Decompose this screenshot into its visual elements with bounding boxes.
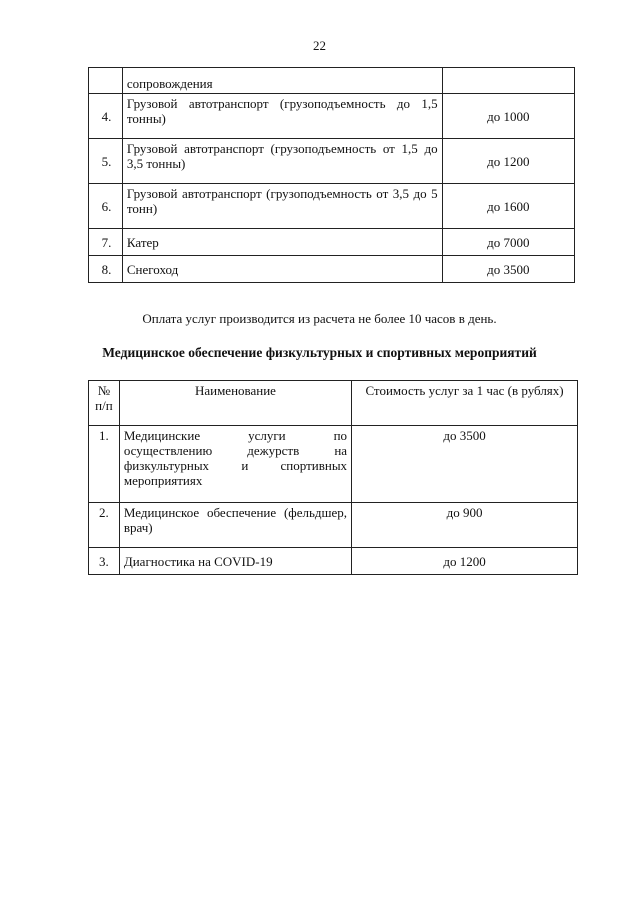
row-number: 7. (89, 229, 123, 256)
row-number: 1. (89, 426, 120, 503)
row-number (89, 68, 123, 94)
row-number: 2. (89, 503, 120, 548)
service-price: до 1000 (442, 94, 574, 139)
section-title: Медицинское обеспечение физкультурных и спортивных мероприятий (102, 345, 537, 360)
service-name: Грузовой автотранспорт (грузоподъемность от 1,5 до 3,5 тонны) (122, 139, 442, 184)
header-price: Стоимость услуг за 1 час (в рублях) (352, 381, 578, 426)
service-price: до 3500 (442, 256, 574, 283)
service-name: Катер (122, 229, 442, 256)
service-price (442, 68, 574, 94)
service-price: до 1600 (442, 184, 574, 229)
medical-price-table (88, 380, 578, 575)
table-row (89, 139, 575, 184)
header-name: Наименование (119, 381, 351, 426)
service-price: до 3500 (352, 426, 578, 503)
service-name: Медицинское обеспечение (фельдшер, врач) (119, 503, 351, 548)
service-name: Медицинские услуги по осуществлению дежурств на физкультурных и спортивных мероприятиях (119, 426, 351, 503)
service-name: Снегоход (122, 256, 442, 283)
service-name: Грузовой автотранспорт (грузоподъемность до 1,5 тонны) (122, 94, 442, 139)
table-header-row (89, 381, 578, 426)
service-price: до 900 (352, 503, 578, 548)
header-number: № п/п (89, 381, 120, 426)
service-price: до 1200 (442, 139, 574, 184)
row-number: 8. (89, 256, 123, 283)
service-name: Грузовой автотранспорт (грузоподъемность от 3,5 до 5 тонн) (122, 184, 442, 229)
table-row (89, 256, 575, 283)
row-number: 3. (89, 548, 120, 575)
table-row (89, 184, 575, 229)
payment-note: Оплата услуг производится из расчета не более 10 часов в день. (142, 311, 497, 326)
row-number: 4. (89, 94, 123, 139)
service-name: Диагностика на COVID-19 (119, 548, 351, 575)
page-number: 22 (313, 38, 326, 53)
table-row (89, 503, 578, 548)
transport-price-table (88, 67, 575, 283)
table-row (89, 548, 578, 575)
table-row (89, 68, 575, 94)
table-row (89, 229, 575, 256)
service-name: сопровождения (122, 68, 442, 94)
row-number: 5. (89, 139, 123, 184)
table-row (89, 426, 578, 503)
row-number: 6. (89, 184, 123, 229)
table-row (89, 94, 575, 139)
service-price: до 7000 (442, 229, 574, 256)
service-price: до 1200 (352, 548, 578, 575)
